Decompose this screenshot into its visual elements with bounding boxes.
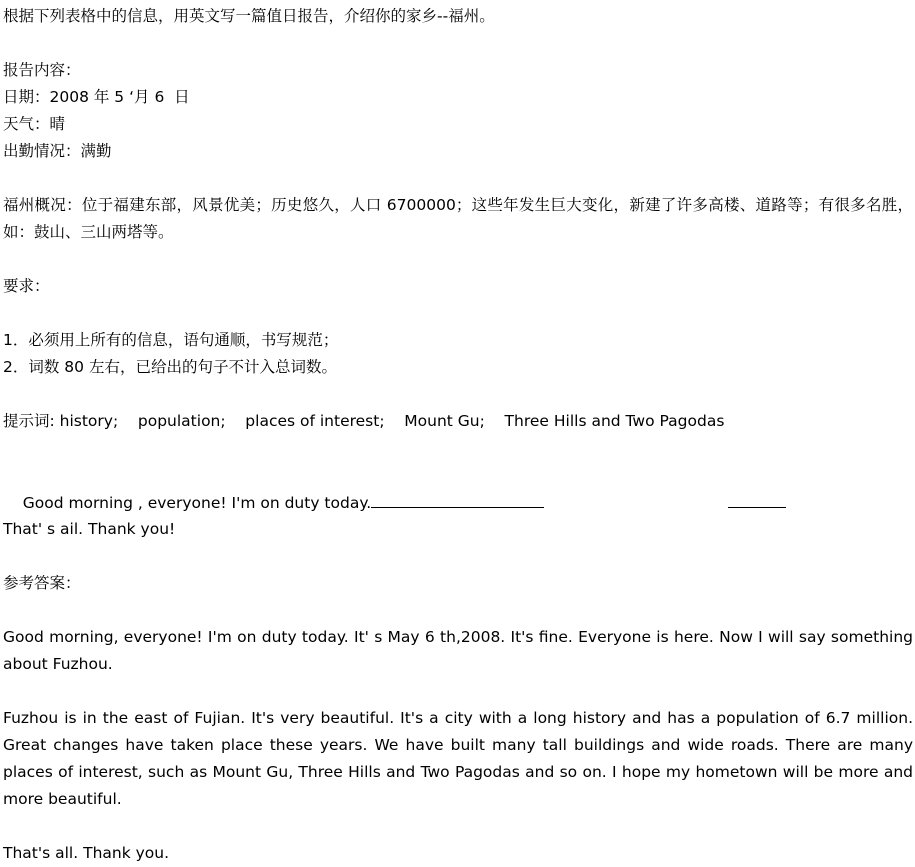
answer-blank-2 [728,489,786,508]
fuzhou-overview: 福州概况：位于福建东部，风景优美；历史悠久，人口 6700000；这些年发生巨大变化，新建了许多高楼、道路等；有很多名胜，如：鼓山、三山两塔等。 [3,196,913,241]
closing-sentence: That' s ail. Thank you! [3,520,176,538]
answer-closing: That's all. Thank you. [3,844,170,862]
report-content-label: 报告内容： [3,61,81,79]
requirement-1: 1．必须用上所有的信息，语句通顺，书写规范； [3,331,339,349]
attendance-line: 出勤情况：满勤 [3,142,112,160]
reference-answer-label: 参考答案： [3,574,81,592]
answer-paragraph-1: Good morning, everyone! I'm on duty today. It' s May 6 th,2008. It's fine. Everyone is here. Now I will say something about Fuzhou. [3,628,913,673]
requirements-label: 要求： [3,277,50,295]
answer-paragraph-2: Fuzhou is in the east of Fujian. It's very beautiful. It's a city with a long history and has a population of 6.7 million. Great changes have taken place these years. We have built many tall buildings and wide roads. There are many places of interest, such as Mount Gu, Three Hills and Two Pagodas and so on. I hope my hometown will be more and more beautiful. [3,709,913,808]
answer-blank-1 [371,489,544,508]
date-line: 日期：2008 年 5 ‘月 6 日 [3,88,190,106]
opening-line [3,462,786,512]
weather-line: 天气：晴 [3,115,66,133]
hint-words: 提示词: history; population; places of interest; Mount Gu; Three Hills and Two Pagodas [3,412,725,430]
opening-sentence: Good morning , everyone! I'm on duty today. [22,494,372,512]
task-instruction: 根据下列表格中的信息，用英文写一篇值日报告，介绍你的家乡--福州。 [3,7,495,25]
requirement-2: 2．词数 80 左右，已给出的句子不计入总词数。 [3,358,337,376]
